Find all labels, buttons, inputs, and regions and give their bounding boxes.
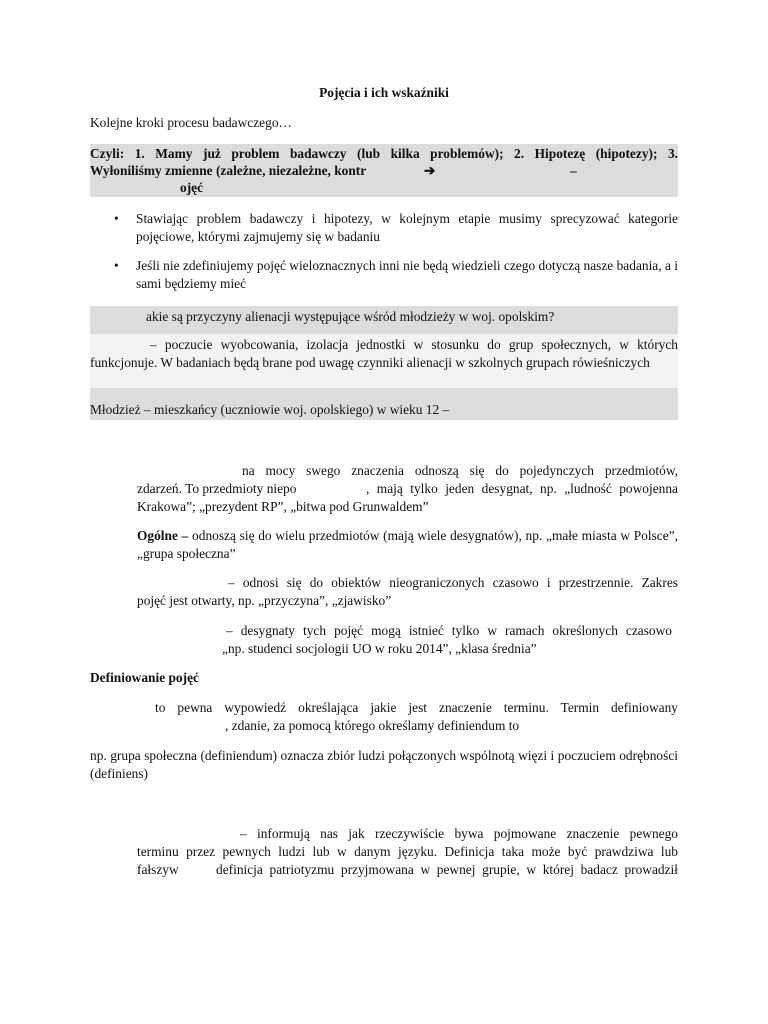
individual-line-2b: , mają tylko jeden desygnat, np. „ludność powojenna bbox=[366, 481, 678, 496]
unlimited-line-1: – odnosi się do obiektów nieograniczonych czasowo i przestrzennie. Zakres bbox=[228, 575, 678, 590]
unlimited-line-2: pojęć jest otwarty, np. „przyczyna”, „zjawisko” bbox=[137, 593, 392, 608]
bullet-text: Stawiając problem badawczy i hipotezy, w kolejnym etapie musimy sprecyzować kategorie pojęciowe, którymi zajmujemy się w badaniu bbox=[136, 211, 678, 244]
research-question: akie są przyczyny alienacji występujące wśród młodzieży w woj. opolskim? bbox=[146, 309, 555, 324]
limited-line-2: „np. studenci socjologii UO w roku 2014”, „klasa średnia” bbox=[222, 641, 537, 656]
alienation-line-1: – poczucie wyobcowania, izolacja jednostki w stosunku do grup społecznych, w których bbox=[150, 337, 678, 352]
alienation-rest: funkcjonuje. W badaniach będą brane pod uwagę czynniki alienacji w szkolnych grupach rówieśniczych bbox=[90, 355, 650, 370]
definitions-heading: Definiowanie pojęć bbox=[90, 670, 199, 685]
general-concepts bbox=[137, 527, 678, 563]
individual-line-3: Krakowa”; „prezydent RP”, „bitwa pod Grunwaldem” bbox=[137, 499, 429, 514]
reporting-line-2: terminu przez pewnych ludzi lub w danym języku. Definicja taka może być prawdziwa lub bbox=[137, 844, 678, 859]
intro-text: Kolejne kroki procesu badawczego… bbox=[90, 115, 292, 130]
summary-dash: – bbox=[570, 163, 577, 178]
bullet-icon: • bbox=[114, 211, 119, 226]
bullet-text: Jeśli nie zdefiniujemy pojęć wieloznacznych inni nie będą wiedzieli czego dotyczą nasze badania, a i sami będziemy mieć bbox=[136, 258, 678, 291]
bullet-item bbox=[90, 210, 678, 246]
general-text: odnoszą się do wielu przedmiotów (mają wiele desygnatów), np. „małe miasta w Polsce”, „grupa społeczna” bbox=[137, 528, 678, 561]
individual-line-1: na mocy swego znaczenia odnoszą się do pojedynczych przedmiotów, bbox=[242, 463, 678, 478]
example-box bbox=[90, 306, 678, 420]
youth-definition: Młodzież – mieszkańcy (uczniowie woj. opolskiego) w wieku 12 – bbox=[90, 402, 450, 417]
bullet-item bbox=[90, 257, 678, 293]
definition-line-1: to pewna wypowiedź określająca jakie jest znaczenie terminu. Termin definiowany bbox=[155, 700, 678, 715]
page-title: Pojęcia i ich wskaźniki bbox=[319, 85, 449, 100]
limited-line-1: – desygnaty tych pojęć mogą istnieć tylko w ramach określonych czasowo bbox=[226, 623, 672, 638]
alienation-definition bbox=[90, 334, 678, 388]
summary-line-1: Czyli: 1. Mamy już problem badawczy (lub kilka problemów); 2. Hipotezę (hipotezy); 3. bbox=[90, 146, 678, 161]
general-label: Ogólne – bbox=[137, 528, 189, 543]
bullet-icon: • bbox=[114, 258, 119, 273]
arrow-icon: ➔ bbox=[424, 163, 436, 178]
definition-line-2: , zdanie, za pomocą którego określamy definiendum to bbox=[225, 718, 520, 733]
reporting-line-3a: fałszyw bbox=[137, 862, 179, 877]
individual-line-2a: zdarzeń. To przedmioty niepo bbox=[137, 481, 297, 496]
reporting-line-1: – informują nas jak rzeczywiście bywa pojmowane znaczenie pewnego bbox=[240, 826, 678, 841]
reporting-line-3b: definicja patriotyzmu przyjmowana w pewnej grupie, w której badacz prowadził bbox=[216, 862, 678, 877]
summary-line-2: Wyłoniliśmy zmienne (zależne, niezależne, kontr bbox=[90, 163, 367, 178]
definition-example: np. grupa społeczna (definiendum) oznacza zbiór ludzi połączonych wspólnotą więzi i poczuciem odrębności (definiens) bbox=[90, 748, 678, 781]
bullet-list bbox=[90, 210, 678, 304]
summary-box bbox=[90, 144, 678, 197]
summary-line-3: ojęć bbox=[180, 180, 204, 195]
